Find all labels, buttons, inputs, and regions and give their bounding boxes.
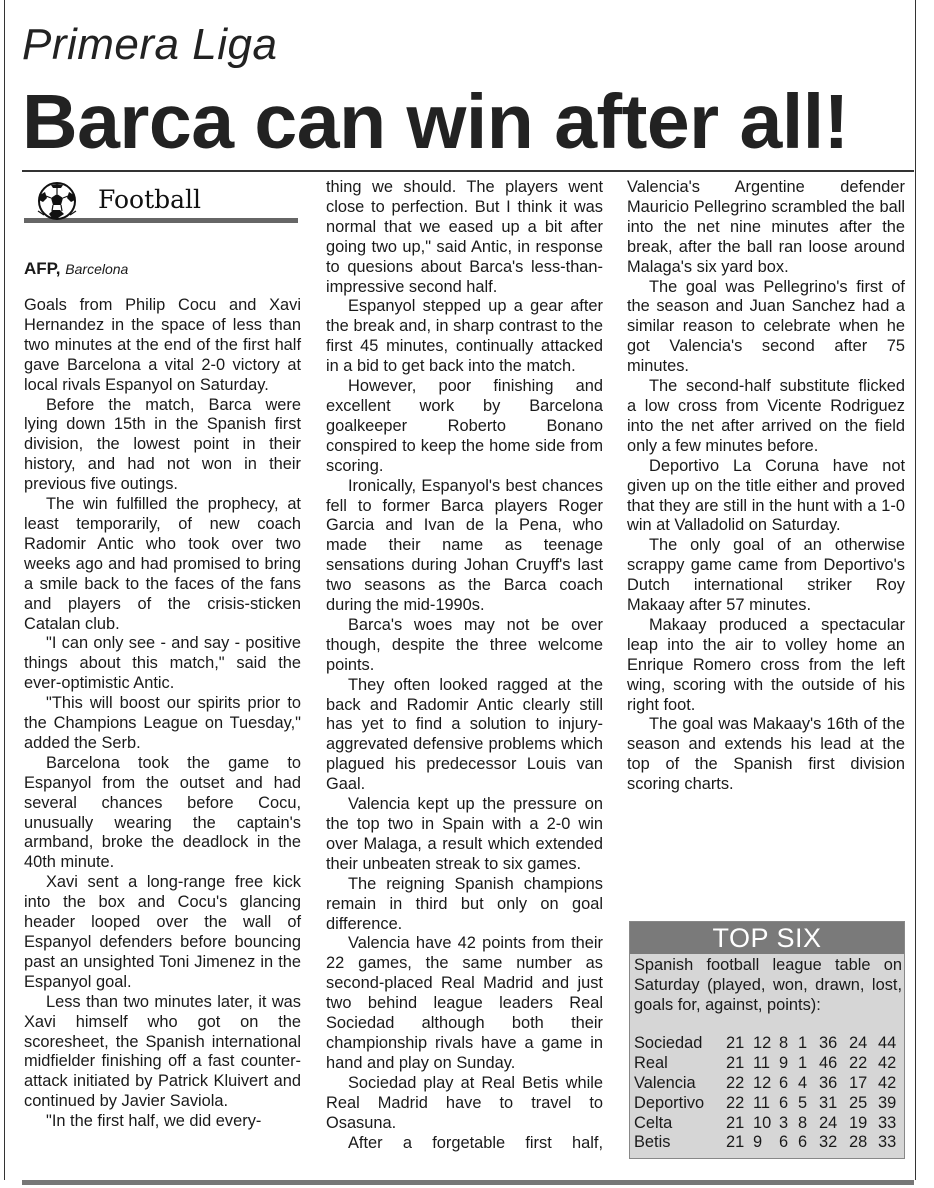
paragraph: Valencia's Argentine defender Mauricio Pellegrino scrambled the ball into the net nine minutes after the break, after the ball ran loose around Malaga's six yard box.	[627, 178, 905, 276]
table-row	[634, 1094, 902, 1114]
cell-won: 11	[753, 1093, 771, 1112]
cell-won: 12	[753, 1034, 772, 1052]
cell-points: 33	[878, 1133, 897, 1152]
headline: Barca can win after all!	[22, 79, 849, 165]
cell-won: 9	[753, 1133, 763, 1152]
league-table-box	[629, 921, 905, 1159]
paragraph: thing we should. The players went close to perfection. But I think it was normal that we eased up a bit after going two up," said Antic, in response to quesions about Barca's less-than-impressive second half.	[326, 178, 603, 296]
cell-drawn: 8	[779, 1034, 789, 1052]
cell-drawn: 6	[779, 1073, 789, 1092]
league-table-intro: Spanish football league table on Saturday (played, won, drawn, lost, goals for, against, points):	[634, 956, 902, 1014]
paragraph: Before the match, Barca were lying down 15th in the Spanish first division, the lowest point in their history, and had not won in their previous five outings.	[24, 395, 301, 494]
bottom-rule	[22, 1180, 914, 1185]
cell-goals-against: 25	[849, 1093, 868, 1112]
article-column-2	[326, 178, 603, 1153]
paragraph: After a forgetable first half,	[348, 1133, 603, 1152]
paragraph: Xavi sent a long-range free kick into the box and Cocu's glancing header looped over the wall of Espanyol defenders before bouncing past an unsighted Toni Jimenez in the Espanyol goal.	[24, 873, 301, 991]
byline-agency: AFP,	[24, 259, 61, 278]
cell-goals-against: 17	[849, 1073, 868, 1092]
cell-played: 22	[726, 1073, 745, 1092]
league-table-title-bar	[630, 922, 904, 954]
cell-goals-against: 24	[849, 1034, 868, 1052]
table-row	[634, 1034, 902, 1054]
cell-drawn: 6	[779, 1133, 789, 1152]
section-kicker: Primera Liga	[22, 20, 278, 69]
paragraph: Sociedad play at Real Betis while Real Madrid have to travel to Osasuna.	[326, 1073, 603, 1132]
cell-drawn: 6	[779, 1093, 789, 1112]
league-table-title: TOP SIX	[712, 923, 822, 953]
cell-goals-for: 36	[819, 1073, 838, 1092]
paragraph: Less than two minutes later, it was Xavi himself who got on the scoresheet, the Spanish international midfielder finishing off a fast counter-attack initiated by Patrick Kluivert and continued by Javier Saviola.	[24, 992, 301, 1111]
section-banner	[24, 181, 298, 223]
cell-played: 21	[726, 1113, 745, 1132]
headline-rule	[22, 170, 914, 172]
cell-won: 10	[753, 1113, 772, 1132]
cell-goals-against: 22	[849, 1053, 868, 1072]
cell-points: 42	[878, 1053, 897, 1072]
cell-goals-for: 36	[819, 1034, 838, 1052]
paragraph: Deportivo La Coruna have not given up on the title either and proved that they are still in the hunt with a 1-0 win at Valladolid on Saturday.	[627, 456, 905, 535]
paragraph: Valencia kept up the pressure on the top two in Spain with a 2-0 win over Malaga, a result which extended their unbeaten streak to six games.	[326, 795, 603, 873]
cell-played: 21	[726, 1053, 745, 1072]
cell-points: 39	[878, 1093, 897, 1112]
cell-team-name: Betis	[634, 1133, 671, 1152]
byline	[24, 259, 128, 279]
table-row	[634, 1054, 902, 1074]
cell-drawn: 9	[779, 1053, 789, 1072]
cell-team-name: Celta	[634, 1113, 673, 1132]
cell-won: 11	[753, 1053, 771, 1072]
table-row	[634, 1074, 902, 1094]
cell-lost: 1	[798, 1034, 808, 1052]
cell-team-name: Deportivo	[634, 1093, 705, 1112]
paragraph: "This will boost our spirits prior to the Champions League on Tuesday," added the Serb.	[24, 694, 301, 752]
paragraph: Espanyol stepped up a gear after the break and, in sharp contrast to the first 45 minutes, continually attacked in a bid to get back into the match.	[326, 297, 603, 376]
cell-won: 12	[753, 1073, 772, 1092]
paragraph: However, poor finishing and excellent work by Barcelona goalkeeper Roberto Bonano conspired to keep the home side from scoring.	[326, 377, 603, 475]
cell-lost: 4	[798, 1073, 808, 1092]
cell-goals-for: 46	[819, 1053, 838, 1072]
cell-lost: 6	[798, 1133, 808, 1152]
cell-lost: 1	[798, 1053, 808, 1072]
table-row	[634, 1114, 902, 1134]
paragraph: The only goal of an otherwise scrappy game came from Deportivo's Dutch international striker Roy Makaay after 57 minutes.	[627, 536, 905, 615]
cell-points: 33	[878, 1113, 897, 1132]
paragraph: The goal was Pellegrino's first of the season and Juan Sanchez had a similar reason to celebrate when he got Valencia's second after 75 minutes.	[627, 277, 905, 376]
cell-team-name: Real	[634, 1053, 668, 1072]
cell-goals-for: 32	[819, 1133, 838, 1152]
paragraph: The goal was Makaay's 16th of the season and extends his lead at the top of the Spanish first division scoring charts.	[627, 715, 905, 794]
paragraph: "I can only see - and say - positive things about this match," said the ever-optimistic Antic.	[24, 634, 301, 693]
cell-goals-for: 31	[819, 1093, 838, 1112]
paragraph: The second-half substitute flicked a low cross from Vicente Rodriguez into the net after arrived on the field only a few minutes before.	[627, 377, 905, 455]
cell-played: 22	[726, 1093, 745, 1112]
paragraph: The win fulfilled the prophecy, at least temporarily, of new coach Radomir Antic who took over two weeks ago and had promised to bring a smile back to the faces of the fans and players of the crisis-sticken Catalan club.	[24, 495, 301, 633]
cell-played: 21	[726, 1034, 745, 1052]
table-row	[634, 1133, 902, 1153]
byline-city: Barcelona	[65, 261, 129, 277]
cell-points: 42	[878, 1073, 897, 1092]
cell-goals-against: 28	[849, 1133, 868, 1152]
cell-lost: 5	[798, 1093, 808, 1112]
league-table	[634, 1034, 902, 1153]
paragraph: They often looked ragged at the back and Radomir Antic clearly still has yet to find a solution to injury-aggrevated defensive problems which plagued his predecessor Louis van Gaal.	[326, 675, 603, 794]
article-column-3	[627, 178, 905, 795]
article-column-1	[24, 296, 301, 1132]
cell-goals-against: 19	[849, 1113, 868, 1132]
paragraph: Valencia have 42 points from their 22 games, the same number as second-placed Real Madrid and just two behind league leaders Real Sociedad although both their championship rivals have a game in hand and play on Sunday.	[326, 934, 603, 1072]
cell-goals-for: 24	[819, 1113, 838, 1132]
paragraph: Makaay produced a spectacular leap into the air to volley home an Enrique Romero cross from the left wing, scoring with the outside of his right foot.	[627, 615, 905, 714]
paragraph: Barca's woes may not be over though, despite the three welcome points.	[326, 615, 603, 674]
cell-team-name: Valencia	[634, 1073, 696, 1092]
cell-lost: 8	[798, 1113, 808, 1132]
cell-played: 21	[726, 1133, 745, 1152]
soccer-ball-icon	[34, 181, 80, 221]
paragraph: The reigning Spanish champions remain in third but only on goal difference.	[326, 874, 603, 933]
paragraph: Ironically, Espanyol's best chances fell to former Barca players Roger Garcia and Ivan de la Pena, who made their name as teenage sensations during Johan Cruyff's last two seasons as the Barca coach during the mid-1990s.	[326, 476, 603, 615]
paragraph: Goals from Philip Cocu and Xavi Hernandez in the space of less than two minutes at the end of the first half gave Barcelona a vital 2-0 victory at local rivals Espanyol on Saturday.	[24, 296, 301, 394]
cell-team-name: Sociedad	[634, 1034, 703, 1052]
paragraph: Barcelona took the game to Espanyol from the outset and had several chances before Cocu, unusually wearing the captain's armband, broke the deadlock in the 40th minute.	[24, 753, 301, 872]
cell-points: 44	[878, 1034, 897, 1052]
section-label: Football	[98, 185, 202, 214]
cell-drawn: 3	[779, 1113, 789, 1132]
paragraph: "In the first half, we did every-	[46, 1112, 262, 1131]
